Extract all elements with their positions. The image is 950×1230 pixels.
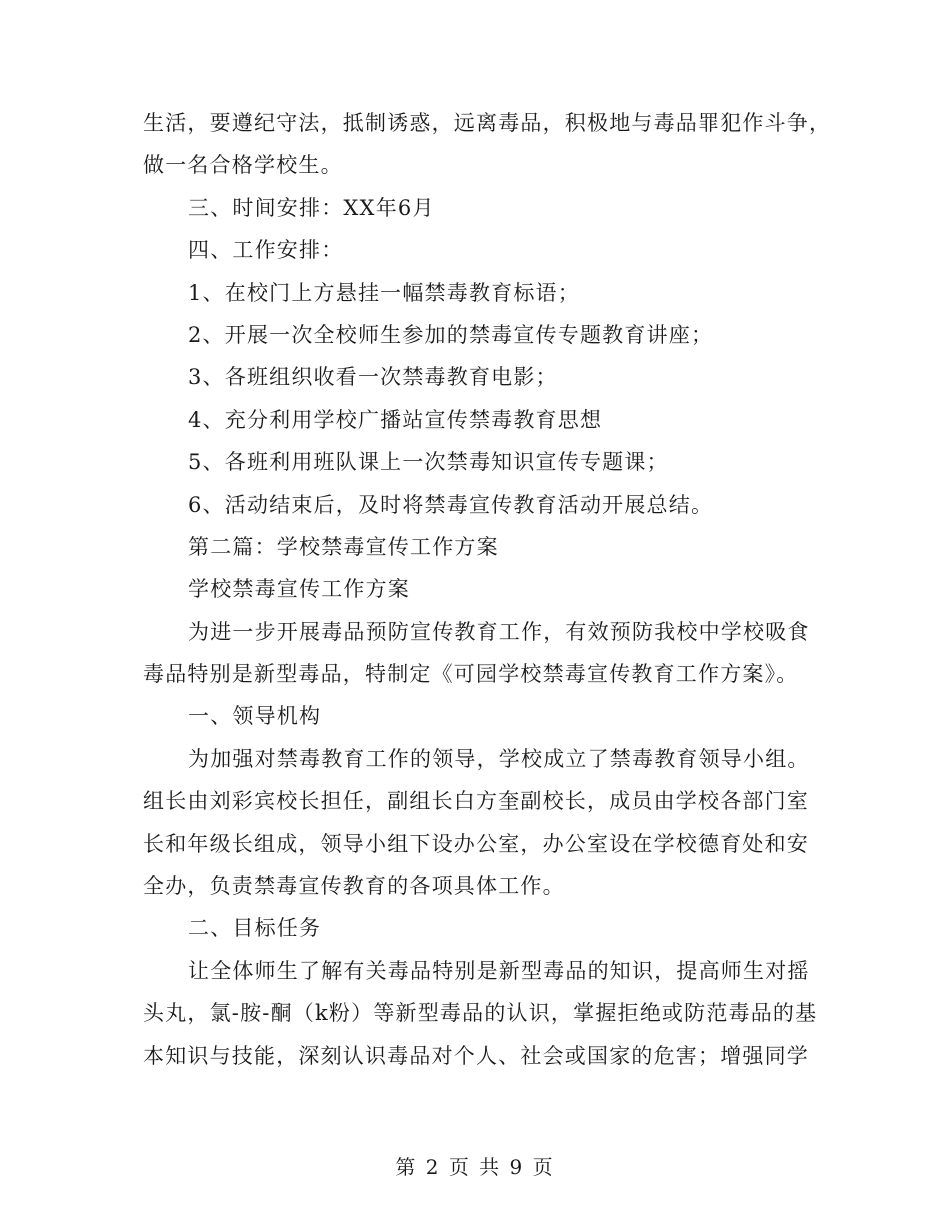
text-line: 让全体师生了解有关毒品特别是新型毒品的知识，提高师生对摇 xyxy=(188,958,810,983)
section-heading: 四、工作安排： xyxy=(188,238,344,263)
document-body xyxy=(143,102,832,1077)
text-line: 做一名合格学校生。 xyxy=(143,153,343,178)
text-line: 为加强对禁毒教育工作的领导，学校成立了禁毒教育领导小组。 xyxy=(188,746,810,771)
list-item: 4、充分利用学校广播站宣传禁毒教育思想 xyxy=(188,407,603,432)
list-item: 3、各班组织收看一次禁毒教育电影； xyxy=(188,365,558,390)
list-item: 5、各班利用班队课上一次禁毒知识宣传专题课； xyxy=(188,450,669,475)
list-item: 1、在校门上方悬挂一幅禁毒教育标语； xyxy=(188,280,580,305)
text-line: 本知识与技能，深刻认识毒品对个人、社会或国家的危害；增强同学 xyxy=(143,1043,809,1068)
text-line: 组长由刘彩宾校长担任，副组长白方奎副校长，成员由学校各部门室 xyxy=(143,789,809,814)
section-heading: 二、目标任务 xyxy=(188,916,322,941)
text-line: 头丸，氯-胺-酮（k粉）等新型毒品的认识，掌握拒绝或防范毒品的基 xyxy=(143,1001,818,1026)
document-title: 学校禁毒宣传工作方案 xyxy=(188,577,410,602)
text-line: 为进一步开展毒品预防宣传教育工作，有效预防我校中学校吸食 xyxy=(188,619,810,644)
list-item: 6、活动结束后，及时将禁毒宣传教育活动开展总结。 xyxy=(188,492,714,517)
page-number-footer: 第 2 页 共 9 页 xyxy=(395,1155,555,1179)
text-line: 生活，要遵纪守法，抵制诱惑，远离毒品，积极地与毒品罪犯作斗争， xyxy=(143,111,832,135)
list-item: 2、开展一次全校师生参加的禁毒宣传专题教育讲座； xyxy=(188,322,714,347)
section-heading: 三、时间安排：XX年6月 xyxy=(188,195,435,220)
text-line: 全办，负责禁毒宣传教育的各项具体工作。 xyxy=(143,874,565,899)
text-line: 毒品特别是新型毒品，特制定《可园学校禁毒宣传教育工作方案》。 xyxy=(143,662,799,687)
section-heading: 一、领导机构 xyxy=(188,704,322,729)
text-line: 长和年级长组成，领导小组下设办公室，办公室设在学校德育处和安 xyxy=(143,831,809,856)
chapter-heading: 第二篇：学校禁毒宣传工作方案 xyxy=(188,534,499,559)
